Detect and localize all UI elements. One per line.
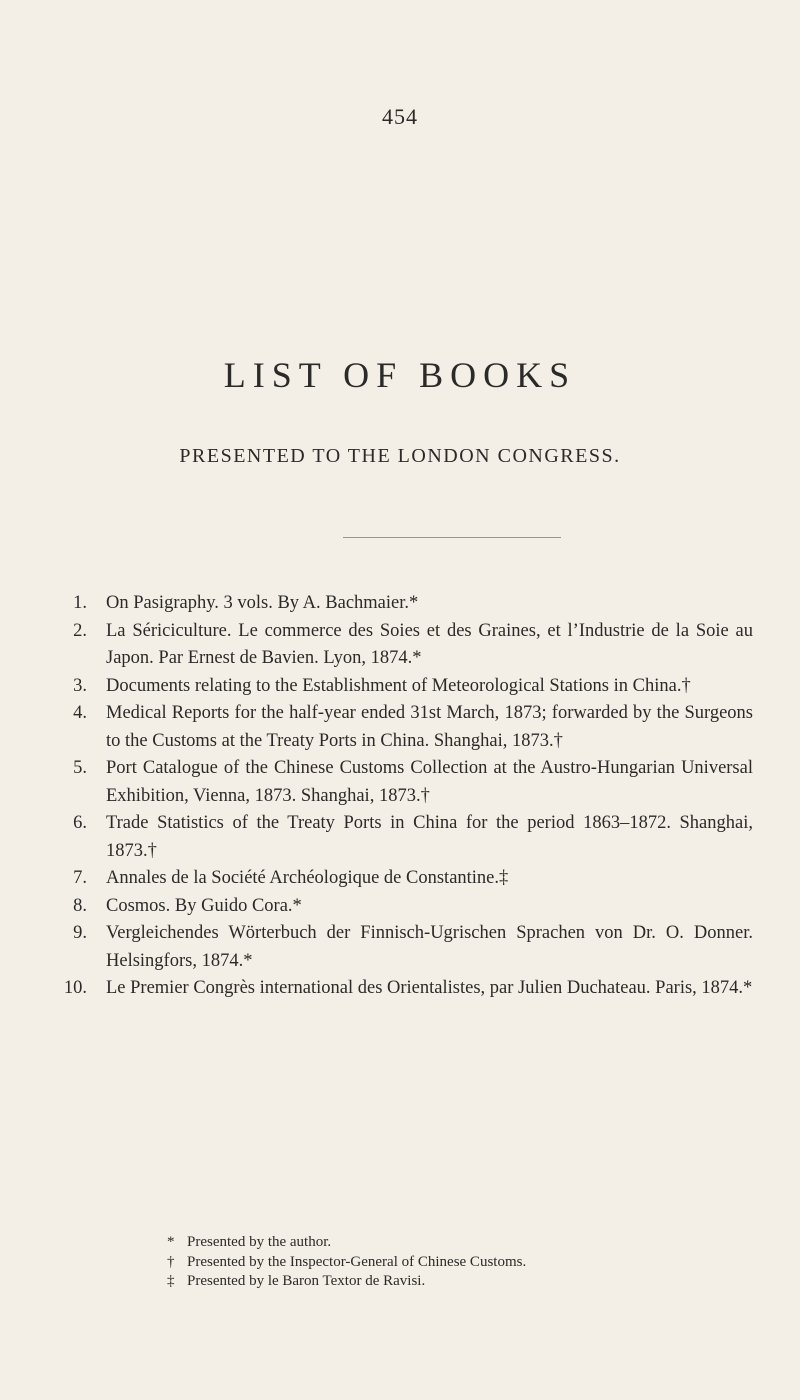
list-item-text: Port Catalogue of the Chinese Customs Collection at the Austro-Hungarian Universal Exhibition, Vienna, 1873. Shanghai, 1873.† [106,758,753,806]
list-item-text: Documents relating to the Establishment of Meteorological Stations in China.† [106,675,691,696]
footnote [167,1253,767,1273]
list-item [53,810,753,865]
list-item [53,700,753,755]
list-item [53,893,753,921]
list-item [53,755,753,810]
list-item [53,865,753,893]
footnote-mark: † [167,1253,175,1270]
list-item-number: 3. [73,675,87,696]
list-item [53,920,753,975]
list-item-text: Vergleichendes Wörterbuch der Finnisch-Ugrischen Sprachen von Dr. O. Donner. Helsingfors, 1874.* [106,923,753,971]
page-number: 454 [382,104,418,129]
list-item-number: 1. [73,593,87,613]
divider-rule [343,537,561,538]
list-item-number: 4. [73,703,87,723]
list-item [53,975,753,1003]
list-item-text: Medical Reports for the half-year ended 31st March, 1873; forwarded by the Surgeons to the Customs at the Treaty Ports in China. Shanghai, 1873.† [106,703,753,751]
list-item [53,590,753,618]
list-item-number: 7. [73,868,87,888]
list-item-number: 6. [73,813,87,833]
list-item-text: Trade Statistics of the Treaty Ports in China for the period 1863–1872. Shanghai, 1873.† [106,813,753,861]
footnote-text: Presented by the Inspector-General of Chinese Customs. [187,1253,527,1270]
page-subtitle: PRESENTED TO THE LONDON CONGRESS. [179,445,621,467]
list-item-number: 10. [63,978,87,998]
footnote-mark: ‡ [167,1273,175,1289]
list-item-text: Le Premier Congrès international des Orientalistes, par Julien Duchateau. Paris, 1874.* [106,978,753,998]
list-item-text: La Sériciculture. Le commerce des Soies et des Graines, et l’Industrie de la Soie au Japon. Par Ernest de Bavien. Lyon, 1874.* [106,620,753,668]
list-item [53,618,753,673]
list-item-number: 5. [73,758,87,778]
list-item-number: 9. [73,923,87,943]
footnote [167,1233,767,1253]
book-list [53,590,753,1003]
footnote-text: Presented by le Baron Textor de Ravisi. [187,1273,426,1289]
list-item [53,673,753,701]
list-item-text: Annales de la Société Archéologique de Constantine.‡ [106,868,509,888]
list-item-text: Cosmos. By Guido Cora.* [106,895,302,916]
list-item-number: 8. [73,895,87,916]
list-item-number: 2. [73,620,87,641]
footnote-text: Presented by the author. [187,1234,332,1250]
footnote-mark: * [167,1234,175,1250]
footnote [167,1272,767,1292]
footnotes [167,1233,767,1292]
page-title: LIST OF BOOKS [223,355,577,395]
list-item-text: On Pasigraphy. 3 vols. By A. Bachmaier.* [106,593,419,613]
